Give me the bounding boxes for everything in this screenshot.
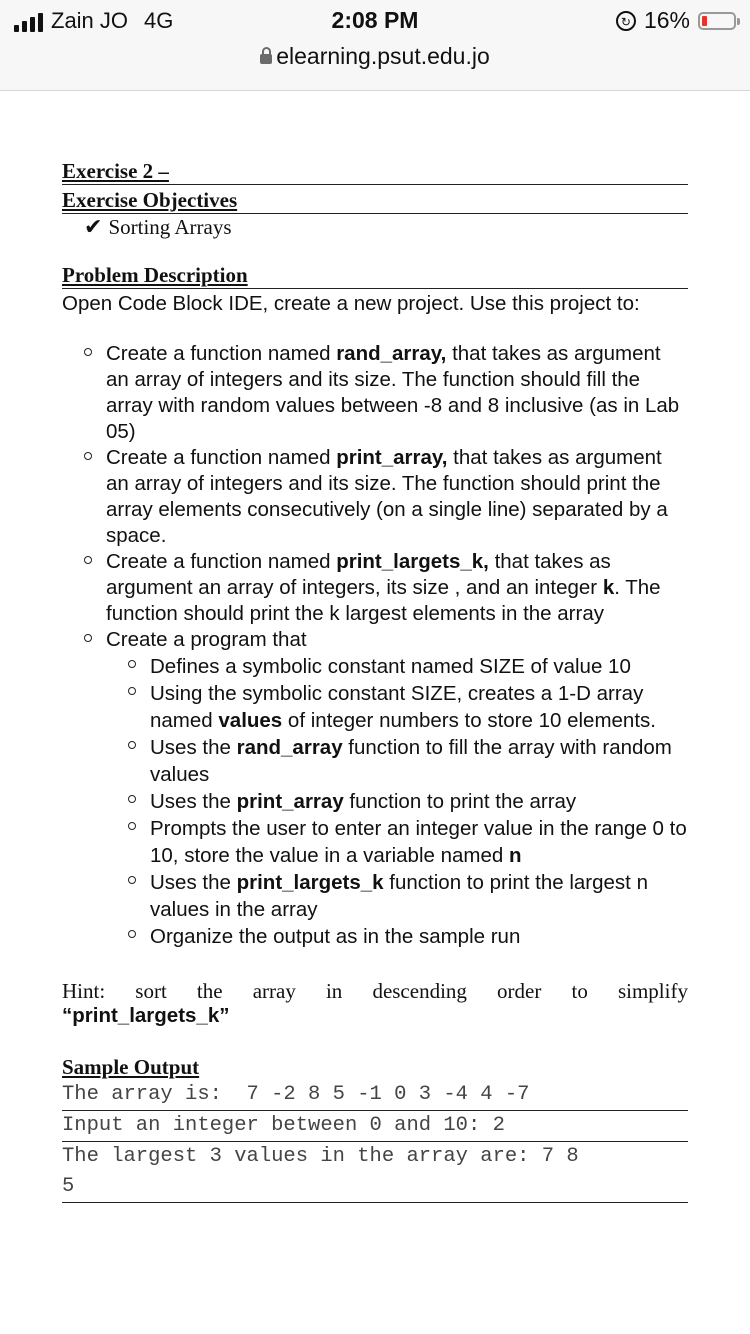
bullet-icon (128, 687, 136, 695)
program-step: Prompts the user to enter an integer value in the range 0 to 10, store the value in a variable named n (150, 815, 688, 869)
sample-output-line: The largest 3 values in the array are: 7 8 5 (62, 1142, 688, 1203)
task-item: Create a function named print_largets_k, that takes as argument an array of integers, its size , and an integer k. The function should print the k largest elements in the array (106, 549, 688, 627)
hint-code: “print_largets_k” (62, 1004, 230, 1027)
program-step: Uses the print_largets_k function to print the largest n values in the array (150, 869, 688, 923)
lock-icon (260, 54, 272, 64)
carrier-name: Zain JO (51, 8, 129, 33)
url-display[interactable] (260, 44, 490, 68)
program-step: Using the symbolic constant SIZE, creates a 1-D array named values of integer numbers to store 10 elements. (150, 680, 688, 734)
program-step: Organize the output as in the sample run (150, 923, 688, 950)
objective-text: Sorting Arrays (108, 215, 232, 239)
sample-heading: Sample Output (62, 1055, 200, 1079)
status-bar (0, 0, 750, 44)
exercise-title: Exercise 2 – (62, 158, 688, 185)
address-bar[interactable] (0, 44, 750, 91)
program-step: Defines a symbolic constant named SIZE of value 10 (150, 653, 688, 680)
battery-percent: 16% (643, 7, 690, 33)
bullet-icon (84, 348, 92, 356)
sample-output-line: Input an integer between 0 and 10: 2 (62, 1111, 688, 1142)
rotation-lock-icon: ↻ (616, 11, 636, 31)
network-type: 4G (144, 8, 174, 33)
checkmark-icon: ✔ (84, 214, 103, 239)
bullet-icon (128, 741, 136, 749)
program-step: Uses the print_array function to print the array (150, 788, 688, 815)
bullet-icon (84, 556, 92, 564)
bullet-icon (128, 822, 136, 830)
sample-output-line: The array is: 7 -2 8 5 -1 0 3 -4 4 -7 (62, 1080, 688, 1111)
problem-intro: Open Code Block IDE, create a new project. Use this project to: (62, 292, 640, 315)
url-text: elearning.psut.edu.jo (276, 43, 490, 69)
clock: 2:08 PM (331, 7, 419, 33)
bullet-icon (128, 930, 136, 938)
bullet-icon (128, 876, 136, 884)
task-item: Create a function named print_array, that takes as argument an array of integers and its size. The function should print the array elements consecutively (on a single line) separated by a space. (106, 445, 688, 549)
program-steps (106, 653, 688, 950)
program-step: Uses the rand_array function to fill the array with random values (150, 734, 688, 788)
task-item: Create a function named rand_array, that takes as argument an array of integers and its size. The function should fill the array with random values between -8 and 8 inclusive (as in Lab 05) (106, 341, 688, 445)
bullet-icon (84, 634, 92, 642)
hint-line: Hint: sort the array in descending order to simplify (62, 979, 688, 1003)
battery-icon (698, 12, 736, 30)
task-item: Create a program that Defines a symbolic constant named SIZE of value 10 Using the symbolic constant SIZE, creates a 1-D array named values of integer numbers to store 10 elements. Uses the rand_array function to fill the array with random values Uses the print_array function to print the array Prompts the user to enter an integer value in the range 0 to 10, store the value in a variable named n Uses the print_largets_k function to print the largest n values in the array Organize the output as in the sample run (106, 627, 688, 950)
task-list (62, 341, 688, 950)
bullet-icon (128, 660, 136, 668)
bullet-icon (128, 795, 136, 803)
battery-area (616, 7, 736, 34)
document-page (62, 150, 688, 1203)
objective-item (62, 214, 688, 240)
battery-level-fill (702, 16, 707, 26)
problem-heading: Problem Description (62, 262, 688, 289)
bullet-icon (84, 452, 92, 460)
objectives-heading: Exercise Objectives (62, 187, 688, 214)
